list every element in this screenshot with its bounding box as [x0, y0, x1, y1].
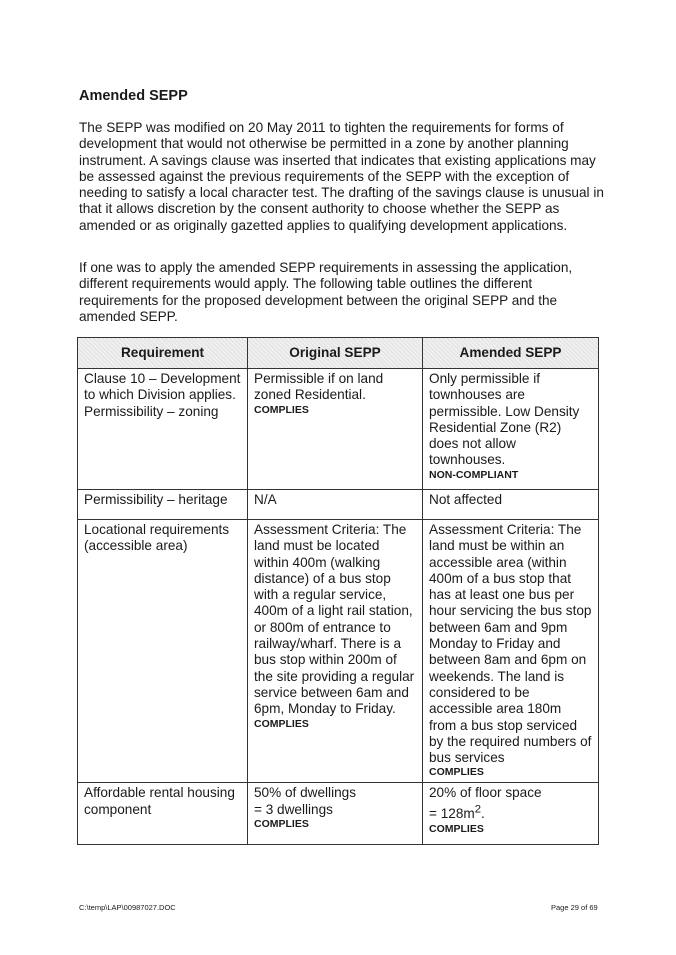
table-header-row	[78, 338, 599, 369]
table-row	[78, 520, 599, 783]
amended-cell	[423, 520, 599, 783]
requirements-table	[77, 337, 599, 845]
area-unit-superscript: 2	[474, 803, 482, 816]
compliance-status: COMPLIES	[429, 766, 484, 779]
original-cell	[248, 490, 423, 520]
table-row	[78, 783, 599, 845]
requirement-text: Locational requirements (accessible area)	[84, 522, 230, 554]
table-row	[78, 490, 599, 520]
original-text: N/A	[254, 492, 277, 507]
amended-text: Not affected	[429, 492, 503, 507]
original-cell	[248, 520, 423, 783]
area-suffix: .	[481, 806, 485, 822]
requirement-text: Clause 10 – Development to which Division applies. Permissibility – zoning	[84, 371, 241, 419]
amended-cell	[423, 783, 599, 845]
amended-text: Only permissible if townhouses are permissible. Low Density Residential Zone (R2) does not allow townhouses.	[429, 371, 580, 468]
intro-paragraph: The SEPP was modified on 20 May 2011 to tighten the requirements for forms of development that would not otherwise be permitted in a zone by another planning instrument. A savings clause was inserted that indicates that existing applications may be assessed against the previous requirements of the SEPP with the exception of needing to satisfy a local character test. The drafting of the savings clause is unusual in that it allows discretion by the consent authority to choose whether the SEPP as amended or as originally gazetted applies to qualifying development applications.	[79, 120, 604, 233]
requirement-text: Affordable rental housing component	[84, 785, 235, 817]
amended-line-2	[429, 803, 485, 822]
requirement-text: Permissibility – heritage	[84, 492, 228, 507]
footer-file-path: C:\temp\LAP\00987027.DOC	[79, 903, 176, 912]
compliance-status: COMPLIES	[254, 717, 309, 730]
header-original-sepp: Original SEPP	[248, 338, 423, 369]
header-requirement: Requirement	[78, 338, 248, 369]
requirement-cell	[78, 783, 248, 845]
requirement-cell	[78, 520, 248, 783]
compliance-status: COMPLIES	[254, 403, 309, 416]
amended-line-1: 20% of floor space	[429, 785, 542, 801]
table-row	[78, 369, 599, 490]
original-line-1: 50% of dwellings	[254, 785, 357, 801]
compliance-status: COMPLIES	[254, 818, 309, 831]
area-value: = 128m	[429, 806, 475, 822]
amended-text: Assessment Criteria: The land must be within an accessible area (within 400m of a bus stop that has at least one bus per hour servicing the bus stop between 6am and 9pm Monday to Friday and between 8am and 6pm on weekends. The land is considered to be accessible area 180m from a bus stop serviced by the required numbers of bus services	[429, 522, 592, 766]
header-amended-sepp: Amended SEPP	[423, 338, 599, 369]
requirement-cell	[78, 490, 248, 520]
comparison-paragraph: If one was to apply the amended SEPP requirements in assessing the application, different requirements would apply. The following table outlines the different requirements for the proposed development between the original SEPP and the amended SEPP.	[79, 260, 573, 324]
compliance-status: COMPLIES	[429, 822, 484, 835]
section-heading: Amended SEPP	[79, 88, 188, 104]
original-line-2: = 3 dwellings	[254, 801, 333, 817]
original-cell	[248, 369, 423, 490]
original-text: Permissible if on land zoned Residential.	[254, 371, 384, 403]
original-text: Assessment Criteria: The land must be located within 400m (walking distance) of a bus stop with a regular service, 400m of a light rail station, or 800m of entrance to railway/wharf. There is a bus stop within 200m of the site providing a regular service between 6am and 6pm, Monday to Friday.	[254, 522, 415, 717]
amended-cell	[423, 369, 599, 490]
original-cell	[248, 783, 423, 845]
amended-cell	[423, 490, 599, 520]
requirement-cell	[78, 369, 248, 490]
compliance-status: NON-COMPLIANT	[429, 468, 519, 481]
footer-page-number: Page 29 of 69	[551, 903, 598, 912]
